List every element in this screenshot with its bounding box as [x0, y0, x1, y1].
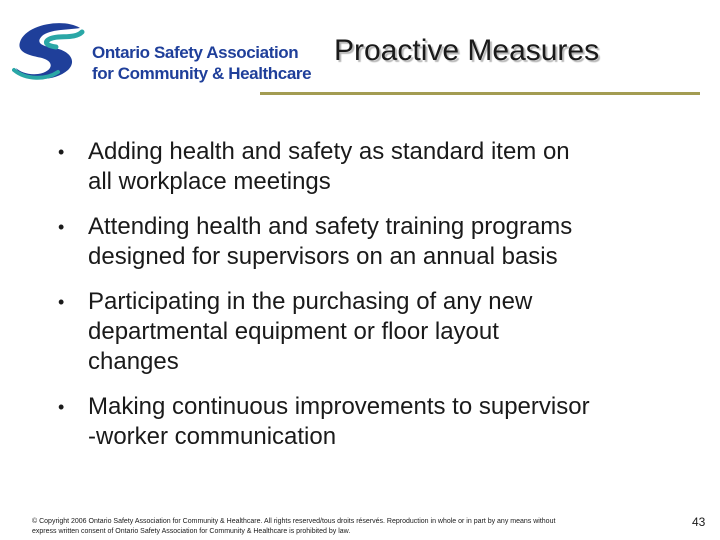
bullet-line: designed for supervisors on an annual basis: [88, 243, 558, 270]
bullet-dot-icon: •: [58, 142, 65, 162]
organization-logo: [12, 20, 312, 90]
slide-title: Proactive Measures: [334, 34, 600, 67]
bullet-dot-icon: •: [58, 292, 65, 312]
title-divider: [260, 92, 700, 95]
bullet-line: changes: [88, 348, 179, 375]
bullet-line: Adding health and safety as standard item on: [88, 138, 570, 165]
bullet-line: -worker communication: [88, 423, 337, 450]
copyright-notice: [32, 517, 662, 537]
bullet-line: all workplace meetings: [88, 168, 331, 195]
bullet-line: Making continuous improvements to supervisor: [88, 393, 590, 420]
bullet-item: [58, 287, 688, 377]
logo-line-1: Ontario Safety Association: [92, 43, 299, 62]
bullet-list: [58, 137, 688, 467]
copyright-line-2: express written consent of Ontario Safety Association for Community & Healthcare is prohibited by law.: [32, 528, 351, 535]
bullet-item: [58, 212, 688, 272]
bullet-line: departmental equipment or floor layout: [88, 318, 499, 345]
bullet-dot-icon: •: [58, 397, 65, 417]
bullet-item: [58, 137, 688, 197]
bullet-line: Attending health and safety training programs: [88, 213, 573, 240]
logo-line-2: for Community & Healthcare: [92, 64, 312, 83]
bullet-dot-icon: •: [58, 217, 65, 237]
osach-swirl-logo-icon: [12, 20, 88, 86]
page-number: 43: [692, 515, 706, 529]
bullet-line: Participating in the purchasing of any new: [88, 288, 533, 315]
logo-wordmark: [92, 42, 311, 84]
copyright-line-1: © Copyright 2006 Ontario Safety Association for Community & Healthcare. All rights reserved/tous droits réservés. Reproduction in whole or in part by any means without: [32, 518, 556, 525]
bullet-item: [58, 392, 688, 452]
